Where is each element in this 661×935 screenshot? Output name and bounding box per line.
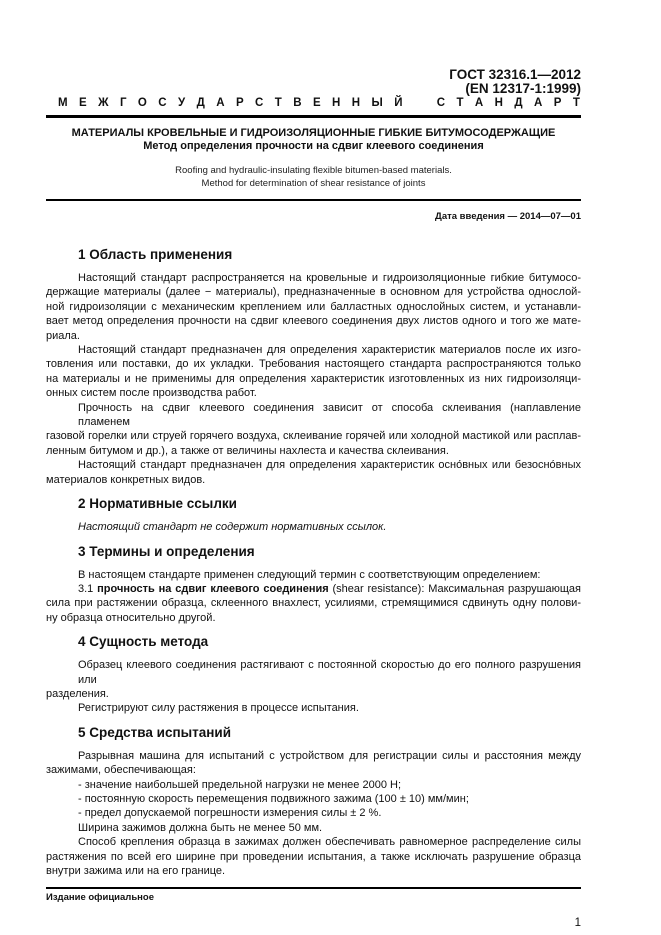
interstate-letter: Й (394, 97, 403, 109)
term-name: прочность на сдвиг клеевого соединения (97, 582, 329, 595)
term-number: 3.1 (78, 582, 98, 595)
interstate-letter: Т (456, 97, 464, 109)
paragraph-line: Способ крепления образца в зажимах должен обеспечивать равномерное распределение силы (78, 836, 581, 849)
official-edition-label: Издание официальное (46, 892, 154, 904)
paragraph-line: Настоящий стандарт предназначен для определения характеристик материалов после их изго- (78, 344, 581, 357)
document-subtitle: Метод определения прочности на сдвиг клеевого соединения (143, 140, 484, 152)
header-rule (46, 115, 581, 118)
paragraph-line: внутри зажима или на его границе. (46, 865, 226, 877)
gost-number: ГОСТ 32316.1—2012 (449, 67, 581, 82)
section-5-body (46, 749, 581, 879)
interstate-letter: А (474, 97, 484, 109)
paragraph-line: товления или поставки, до их укладки. Требования настоящего стандарта распространяются только (46, 358, 581, 371)
interstate-letter: М (58, 97, 68, 109)
section-3-heading: 3 Термины и определения (78, 543, 255, 559)
paragraph-line: на материалы и не применимы для определения характеристик изготовленных из них гидроизоляци- (46, 372, 581, 385)
paragraph-line: растяжения по всей его ширине при проведении испытания, а также исключать разрушение образца (46, 850, 581, 863)
interstate-letter: С (436, 97, 446, 109)
interstate-letter: У (178, 97, 186, 109)
paragraph-line: ленным битумом и др.), а также от величины нахлеста и качества склеивания. (46, 444, 449, 457)
interstate-letter: Н (494, 97, 503, 109)
paragraph-line: - значение наибольшей предельной нагрузки не менее 2000 Н; (78, 778, 402, 791)
interstate-letter: Д (514, 97, 523, 109)
section-4-body (46, 658, 581, 716)
paragraph-line: вает метод определения прочности на сдвиг клеевого соединения двух листов одного и того же мате- (46, 315, 581, 328)
section-1-body (46, 271, 581, 487)
interstate-letter: В (293, 97, 302, 109)
section-3-body (46, 568, 581, 626)
paragraph-line: ной гидроизоляции с механическим креплением или балластных однослойных систем, и устанавли- (46, 300, 581, 313)
paragraph-line: онных систем после производства работ. (46, 387, 257, 400)
paragraph-line: держащие материалы (далее − материалы), предназначенные в основном для устройства однослой- (46, 286, 581, 299)
terms-intro: В настоящем стандарте применен следующий термин с соответствующим определением: (78, 568, 541, 581)
english-subtitle: Method for determination of shear resistance of joints (201, 178, 426, 189)
term-definition-line (46, 582, 581, 596)
section-4-heading: 4 Сущность метода (78, 634, 209, 650)
document-body (46, 247, 581, 930)
footer-rule (46, 887, 581, 889)
section-5-heading: 5 Средства испытаний (78, 724, 232, 740)
interstate-letter: Ж (98, 97, 109, 109)
interstate-letter: Е (312, 97, 321, 109)
interstate-letter: Р (553, 97, 562, 109)
interstate-letter: Н (351, 97, 361, 109)
interstate-letter: О (137, 97, 147, 109)
effective-date: Дата введения — 2014—07—01 (435, 211, 581, 222)
interstate-letter: Н (332, 97, 341, 109)
interstate-letter: Р (235, 97, 244, 109)
interstate-letter: Г (119, 97, 127, 109)
interstate-letter: Т (572, 97, 580, 109)
interstate-letter: С (255, 97, 264, 109)
paragraph-line: зажимами, обеспечивающая: (46, 764, 196, 777)
interstate-letter: Т (274, 97, 282, 109)
paragraph-line: материалов конкретных видов. (46, 473, 206, 486)
paragraph-line: Прочность на сдвиг клеевого соединения зависит от способа склеивания (наплавление пламенем (78, 401, 581, 429)
section-2-heading: 2 Нормативные ссылки (78, 496, 237, 512)
paragraph-line: - предел допускаемой погрешности измерения силы ± 2 %. (78, 807, 382, 820)
title-rule (46, 199, 581, 201)
paragraph-line: Разрывная машина для испытаний с устройством для регистрации силы и расстояния между (78, 749, 581, 762)
document-title: МАТЕРИАЛЫ КРОВЕЛЬНЫЕ И ГИДРОИЗОЛЯЦИОННЫЕ ГИБКИЕ БИТУМОСОДЕРЖАЩИЕ (71, 127, 556, 139)
paragraph-line: риала. (46, 329, 80, 342)
interstate-letter: Ы (371, 97, 383, 109)
paragraph-line: газовой горелки или струей горячего воздуха, склеивание горячей или холодной мастикой или расплав- (46, 430, 581, 443)
term-definition-line: сила при растяжении образца, склеенного внахлест, усилиями, стремящимися сдвинуть одну полови- (46, 597, 581, 610)
en-standard-number: (EN 12317-1:1999) (465, 81, 581, 96)
interstate-letter: А (216, 97, 225, 109)
paragraph-line: - постоянную скорость перемещения подвижного зажима (100 ± 10) мм/мин; (78, 792, 469, 805)
term-english: (shear resistance): Максимальная разрушающая (328, 582, 581, 595)
interstate-letter: А (534, 97, 543, 109)
section-2-text: Настоящий стандарт не содержит нормативных ссылок. (78, 521, 387, 534)
english-title: Roofing and hydraulic-insulating flexible bitumen-based materials. (175, 165, 452, 176)
page-number: 1 (574, 917, 581, 930)
paragraph-line: разделения. (46, 687, 109, 700)
interstate-letter: Е (79, 97, 87, 109)
paragraph-line: Настоящий стандарт распространяется на кровельные и гидроизоляционные гибкие битумосо- (78, 272, 581, 284)
paragraph-line: Образец клеевого соединения растягивают с постоянной скоростью до его полного разрушения или (78, 659, 581, 686)
interstate-letter: Д (196, 97, 205, 109)
paragraph-line: Настоящий стандарт предназначен для определения характеристик осно́вных или безосно́вных (78, 459, 581, 472)
term-definition-line: ну образца относительно другой. (46, 611, 216, 624)
section-1-heading: 1 Область применения (78, 247, 233, 262)
interstate-standard-label (58, 96, 580, 110)
interstate-letter: С (158, 97, 167, 109)
paragraph-line: Ширина зажимов должна быть не менее 50 мм. (78, 821, 323, 834)
paragraph-line: Регистрируют силу растяжения в процессе испытания. (78, 702, 359, 715)
